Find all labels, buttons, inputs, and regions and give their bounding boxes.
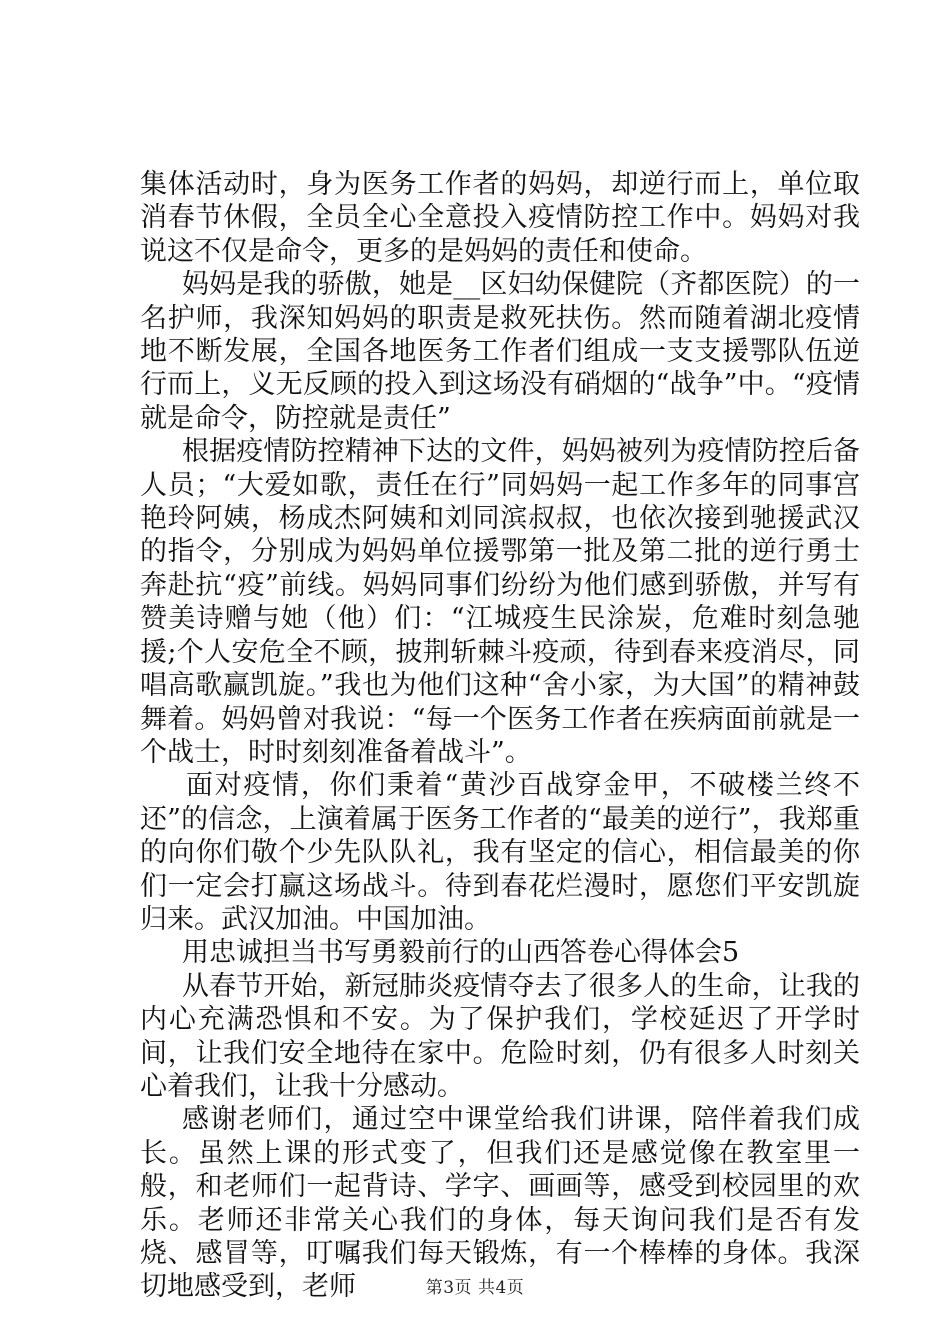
paragraph-continuation: 集体活动时，身为医务工作者的妈妈，却逆行而上，单位取消春节休假，全员全心全意投入疫情防控工作中。妈妈对我说这不仅是命令，更多的是妈妈的责任和使命。 bbox=[140, 169, 860, 267]
section-heading: 用忠诚担当书写勇毅前行的山西答卷心得体会5 bbox=[182, 937, 740, 969]
page-footer: 第3页 共4页 bbox=[425, 1278, 525, 1298]
paragraph-epidemic-documents: 根据疫情防控精神下达的文件，妈妈被列为疫情防控后备人员；“大爱如歌，责任在行”同妈妈一起工作多年的同事宫艳玲阿姨，杨成杰阿姨和刘同滨叔叔，也依次接到驰援武汉的指令，分别成为妈妈单位援鄂第一批及第二批的逆行勇士奔赴抗“疫”前线。妈妈同事们纷纷为他们感到骄傲，并写有赞美诗赠与她（他）们：“江城疫生民涂炭，危难时刻急驰援;个人安危全不顾，披荆斩棘斗疫顽，待到春来疫消尽，同唱高歌赢凯旋。”我也为他们这种“舍小家，为大国”的精神鼓舞着。妈妈曾对我说：“每一个医务工作者在疾病面前就是一个战士，时时刻刻准备着战斗”。 bbox=[140, 436, 860, 768]
document-body bbox=[140, 168, 860, 1304]
paragraph-spring-festival: 从春节开始，新冠肺炎疫情夺去了很多人的生命，让我的内心充满恐惧和不安。为了保护我们，学校延迟了开学时间，让我们安全地待在家中。危险时刻，仍有很多人时刻关心着我们，让我十分感动。 bbox=[140, 970, 860, 1102]
paragraph-facing-epidemic: 面对疫情，你们秉着“黄沙百战穿金甲，不破楼兰终不还”的信念，上演着属于医务工作者的“最美的逆行”，我郑重的向你们敬个少先队队礼，我有坚定的信心，相信最美的你们一定会打赢这场战斗。待到春花烂漫时，愿您们平安凯旋归来。武汉加油。中国加油。 bbox=[140, 770, 860, 935]
paragraph-mother-pride: 妈妈是我的骄傲，她是__区妇幼保健院（齐都医院）的一名护师，我深知妈妈的职责是救死扶伤。然而随着湖北疫情地不断发展，全国各地医务工作者们组成一支支援鄂队伍逆行而上，义无反顾的投入到这场没有硝烟的“战争”中。“疫情就是命令，防控就是责任” bbox=[140, 269, 860, 434]
paragraph-thank-teachers: 感谢老师们，通过空中课堂给我们讲课，陪伴着我们成长。虽然上课的形式变了，但我们还是感觉像在教室里一般，和老师们一起背诗、学字、画画等，感受到校园里的欢乐。老师还非常关心我们的身体，每天询问我们是否有发烧、感冒等，叮嘱我们每天锻炼，有一个棒棒的身体。我深切地感受到，老师 bbox=[140, 1104, 860, 1303]
